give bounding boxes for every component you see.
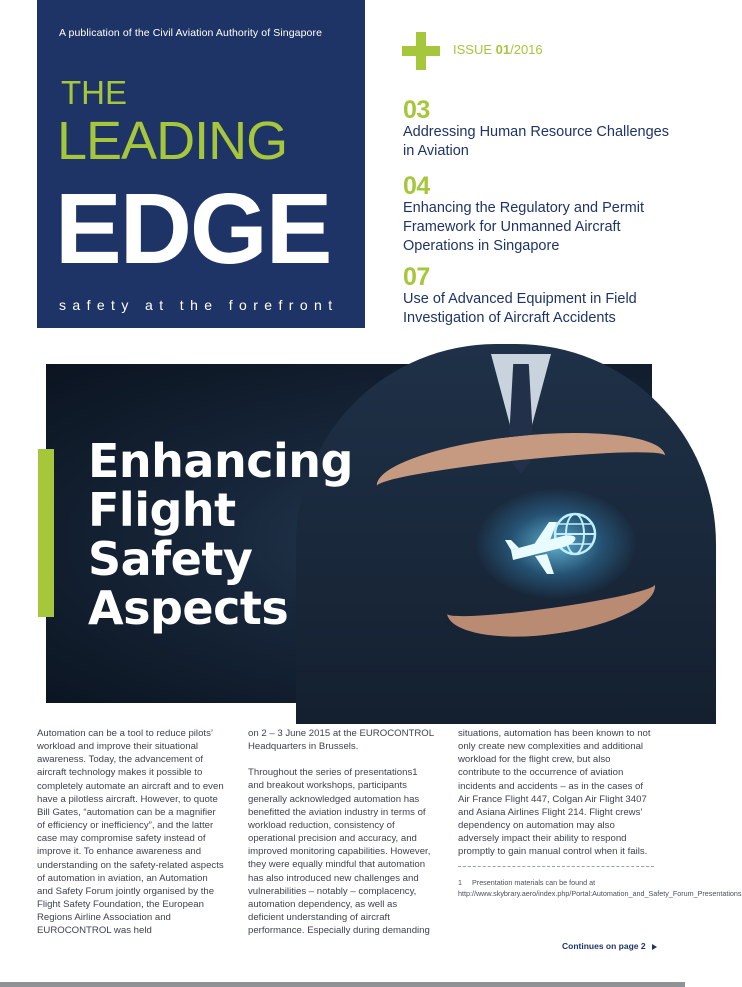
publisher-line: A publication of the Civil Aviation Authority of Singapore bbox=[59, 27, 323, 39]
tagline: safety at the forefront bbox=[59, 297, 339, 313]
paragraph: Automation can be a tool to reduce pilots’ workload and improve their situational awareness. Today, the advancement of aircraft technology makes it possible to completely automate an aircraft and to even have a pilotless aircraft. However, to quote Bill Gates, “automation can be a magnifier of efficiency or inefficiency”, and the latter case may compromise safety instead of improve it. To enhance awareness and understanding on the safety-related aspects of automation in aviation, an Automation and Safety Forum jointly organised by the Flight Safety Foundation, the European Regions Airline Association and EUROCONTROL was held bbox=[37, 728, 224, 937]
issue-label bbox=[453, 42, 543, 57]
toc-item[interactable] bbox=[403, 97, 673, 161]
continues-text: Continues on page 2 bbox=[562, 941, 646, 951]
hero-title-line: Aspects bbox=[88, 581, 289, 635]
airplane-globe-icon bbox=[503, 502, 613, 582]
continues-link[interactable] bbox=[562, 941, 657, 951]
hero-title-line: Flight bbox=[88, 483, 236, 537]
paragraph: Throughout the series of presentations1 and breakout workshops, participants generally acknowledged automation has benefitted the aviation industry in terms of workload reduction, consistency of operational precision and accuracy, and improved monitoring capabilities. However, they were equally mindful that automation has also introduced new challenges and vulnerabilities – notably – complacency, automation dependency, as well as deficient understanding of aircraft performance. Especially during demanding bbox=[248, 767, 431, 937]
hero-title-line: Enhancing bbox=[88, 434, 353, 488]
toc-title: Enhancing the Regulatory and Permit Framework for Unmanned Aircraft Operations in Singapore bbox=[403, 200, 645, 254]
toc-page-number: 03 bbox=[403, 96, 430, 124]
hero-title-line: Safety bbox=[88, 532, 253, 586]
accent-bar bbox=[38, 449, 54, 617]
plus-icon bbox=[402, 32, 440, 70]
toc-title: Addressing Human Resource Challenges in Aviation bbox=[403, 124, 669, 159]
issue-word: ISSUE bbox=[453, 42, 493, 57]
toc-title: Use of Advanced Equipment in Field Investigation of Aircraft Accidents bbox=[403, 291, 637, 326]
title-edge: EDGE bbox=[55, 173, 331, 285]
title-the: THE bbox=[61, 74, 127, 111]
bottom-strip bbox=[0, 982, 685, 987]
arrow-right-icon bbox=[652, 944, 657, 950]
article-column-1 bbox=[37, 727, 225, 951]
toc-page-number: 04 bbox=[403, 172, 430, 200]
footnote-divider bbox=[458, 866, 654, 867]
hero-title bbox=[88, 434, 358, 635]
article-column-3 bbox=[458, 727, 654, 872]
article-column-2 bbox=[248, 727, 434, 950]
masthead bbox=[37, 0, 365, 328]
paragraph: situations, automation has been known to not only create new complexities and additional workload for the flight crew, but also contribute to the occurrence of aviation incidents and accidents – as in the cases of Air France Flight 447, Colgan Air Flight 3407 and Asiana Airlines Flight 214. Flight crews’ dependency on automation may also adversely impact their ability to respond promptly to gain manual control when it fails. bbox=[458, 728, 651, 858]
toc-item[interactable] bbox=[403, 264, 673, 328]
paragraph: on 2 – 3 June 2015 at the EUROCONTROL Headquarters in Brussels. bbox=[248, 728, 434, 753]
issue-number: 01 bbox=[495, 42, 511, 57]
toc-page-number: 07 bbox=[403, 263, 430, 291]
toc-item[interactable] bbox=[403, 173, 673, 256]
footnote-text: Presentation materials can be found at http://www.skybrary.aero/index.php/Portal:Automation_and_Safety_Forum_Presentations bbox=[458, 878, 742, 898]
title-leading: LEADING bbox=[57, 111, 288, 171]
issue-year: /2016 bbox=[510, 42, 543, 57]
footnote bbox=[458, 878, 742, 899]
footnote-number: 1 bbox=[458, 878, 462, 887]
